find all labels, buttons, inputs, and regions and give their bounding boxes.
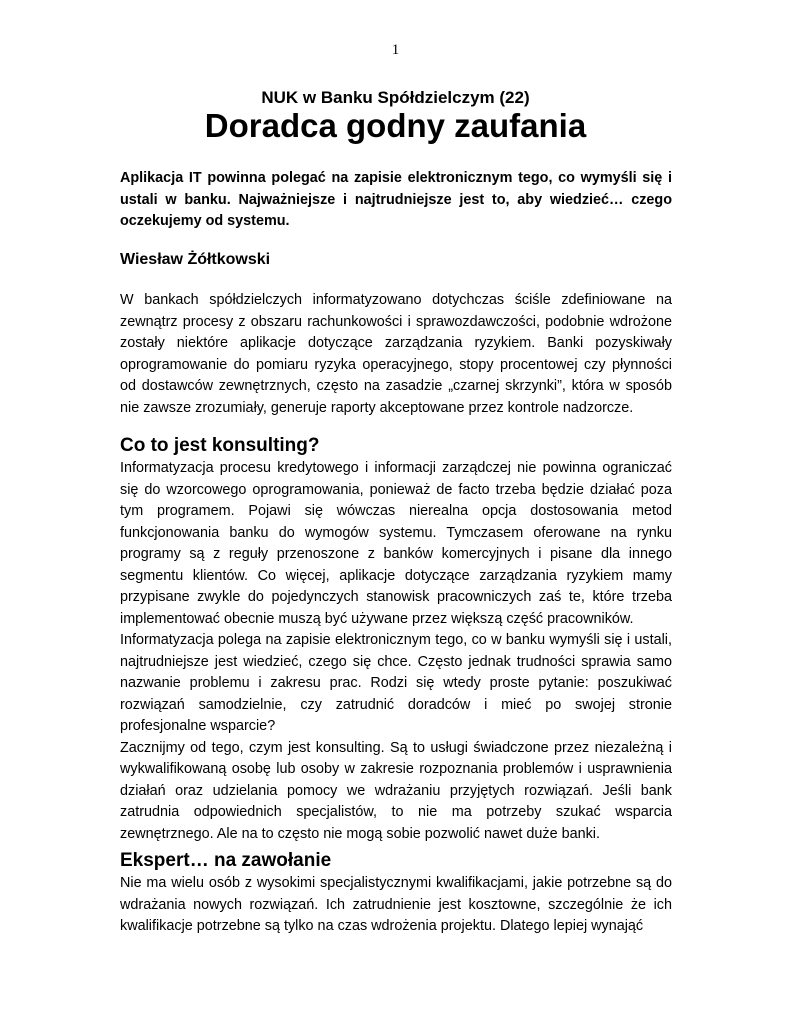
section-body-ekspert: [120, 873, 672, 938]
intro-paragraph: W bankach spółdzielczych informatyzowano dotychczas ściśle zdefiniowane na zewnątrz procesy z obszaru rachunkowości i sprawozdawczości, podobnie wdrożone zostały niektóre aplikacje dotyczące zarządzania ryzykiem. Banki pozyskiwały oprogramowanie do pomiaru ryzyka operacyjnego, stopy procentowej czy płynności od dostawców zewnętrznych, często na zasadzie „czarnej skrzynki”, która w sposób nie zawsze zrozumiały, generuje raporty akceptowane przez kontrole nadzorcze.: [120, 292, 672, 416]
lead-paragraph: Aplikacja IT powinna polegać na zapisie elektronicznym tego, co wymyśli się i ustali w banku. Najważniejsze i najtrudniejsze jest to, aby wiedzieć… czego oczekujemy od systemu.: [120, 170, 672, 229]
paragraph: Zacznijmy od tego, czym jest konsulting. Są to usługi świadczone przez niezależną i wykwalifikowaną osobę lub osoby w zakresie rozpoznania problemów i usprawnienia działań oraz udzielania pomocy we wdrażaniu przyjętych rozwiązań. Jeśli bank zatrudnia odpowiednich specjalistów, to nie ma potrzeby szukać wsparcia zewnętrznego. Ale na to często nie mogą sobie pozwolić nawet duże banki.: [120, 739, 672, 842]
paragraph: Informatyzacja procesu kredytowego i informacji zarządczej nie powinna ograniczać się do wzorcowego oprogramowania, ponieważ de facto trzeba będzie działać poza tym programem. Pojawi się wówczas nierealna opcja dostosowania metod funkcjonowania banku do wymogów systemu. Tymczasem oferowane na rynku programy są z reguły przenoszone z banków komercyjnych i pisane dla innego segmentu klientów. Co więcej, aplikacje dotyczące zarządzania ryzykiem mamy przypisane zwykle do pojedynczych stanowisk pracowniczych zaś te, które trzeba implementować obecnie muszą być używane przez większą część pracowników.: [120, 460, 672, 627]
page-title: Doradca godny zaufania: [204, 107, 587, 144]
section-heading-konsulting: Co to jest konsulting?: [120, 435, 320, 456]
page-number: 1: [391, 42, 400, 58]
paragraph: Informatyzacja polega na zapisie elektronicznym tego, co w banku wymyśli się i ustali, najtrudniejsze jest wiedzieć, czego się chce. Często jednak trudności sprawia samo nazwanie problemu i zakresu prac. Rodzi się wtedy proste pytanie: poszukiwać rozwiązań samodzielnie, czy zatrudnić doradców i mieć po swojej stronie profesjonalne wsparcie?: [120, 632, 672, 734]
series-subtitle: NUK w Banku Spółdzielczym (22): [261, 88, 530, 107]
section-heading-ekspert: Ekspert… na zawołanie: [120, 850, 332, 871]
section-body-konsulting: [120, 458, 672, 845]
paragraph: Nie ma wielu osób z wysokimi specjalistycznymi kwalifikacjami, jakie potrzebne są do wdrażania nowych rozwiązań. Ich zatrudnienie jest kosztowne, szczególnie że ich kwalifikacje potrzebne są tylko na czas wdrożenia projektu. Dlatego lepiej wynająć: [120, 875, 672, 934]
author-name: Wiesław Żółtkowski: [120, 251, 271, 268]
